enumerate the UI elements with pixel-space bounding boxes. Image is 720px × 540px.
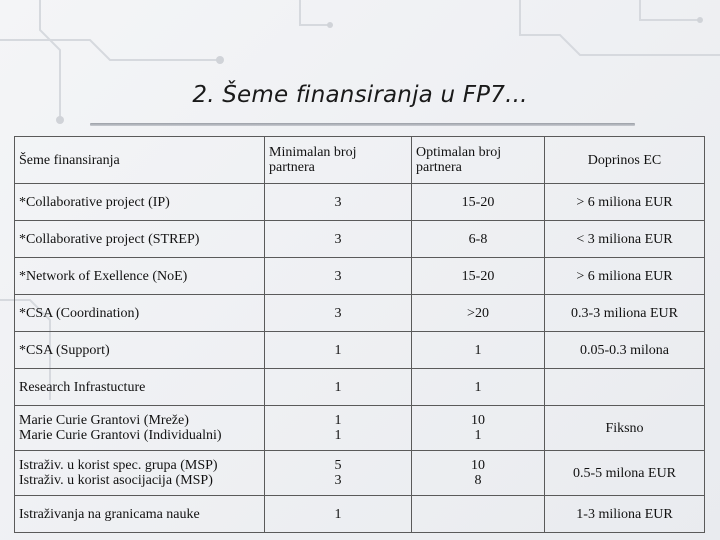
table-row	[15, 184, 705, 221]
min-value: 1	[334, 413, 342, 428]
header-opt-partners	[412, 137, 545, 184]
cell-opt	[412, 451, 545, 496]
scheme-line: *Network of Exellence (NoE)	[19, 268, 188, 284]
header-scheme: Šeme finansiranja	[15, 137, 265, 184]
opt-value: 10	[471, 458, 485, 473]
cell-scheme	[15, 406, 265, 451]
header-ec-contribution: Doprinos EC	[545, 137, 705, 184]
opt-value: 8	[474, 473, 482, 488]
header-min-partners	[265, 137, 412, 184]
scheme-line: Research Infrastucture	[19, 379, 146, 395]
cell-scheme	[15, 369, 265, 406]
table-row	[15, 496, 705, 533]
table-row	[15, 451, 705, 496]
cell-opt	[412, 496, 545, 533]
cell-scheme	[15, 496, 265, 533]
cell-min	[265, 406, 412, 451]
cell-ec: > 6 miliona EUR	[545, 258, 705, 295]
min-value: 3	[334, 231, 342, 247]
slide-title: 2. Šeme finansiranja u FP7...	[192, 82, 528, 108]
cell-opt	[412, 258, 545, 295]
cell-opt	[412, 184, 545, 221]
min-value: 3	[334, 305, 342, 321]
cell-scheme	[15, 221, 265, 258]
cell-opt	[412, 221, 545, 258]
min-value: 1	[334, 379, 342, 395]
opt-value: 1	[474, 342, 482, 358]
scheme-line: Istraživ. u korist asocijacija (MSP)	[19, 473, 213, 488]
cell-scheme	[15, 332, 265, 369]
cell-min	[265, 332, 412, 369]
header-min-line: partnera	[269, 160, 315, 175]
table-row	[15, 406, 705, 451]
table-row	[15, 221, 705, 258]
opt-value: >20	[467, 305, 489, 321]
min-value: 3	[334, 194, 342, 210]
cell-min	[265, 295, 412, 332]
opt-value: 1	[474, 379, 482, 395]
cell-min	[265, 369, 412, 406]
opt-value: 10	[471, 413, 485, 428]
scheme-line: *Collaborative project (IP)	[19, 194, 170, 210]
table-row	[15, 369, 705, 406]
header-min-line: Minimalan broj	[269, 145, 357, 160]
cell-min	[265, 221, 412, 258]
opt-value: 1	[474, 428, 482, 443]
title-divider	[90, 123, 635, 126]
min-value: 1	[334, 342, 342, 358]
table-header-row	[15, 137, 705, 184]
min-value: 1	[334, 506, 342, 522]
cell-min	[265, 496, 412, 533]
funding-schemes-table	[14, 136, 705, 533]
cell-opt	[412, 332, 545, 369]
cell-ec: 1-3 miliona EUR	[545, 496, 705, 533]
cell-scheme	[15, 451, 265, 496]
opt-value: 6-8	[468, 231, 488, 247]
cell-ec: Fiksno	[545, 406, 705, 451]
min-value: 3	[334, 473, 342, 488]
table-row	[15, 295, 705, 332]
cell-opt	[412, 295, 545, 332]
cell-ec: 0.05-0.3 milona	[545, 332, 705, 369]
scheme-line: Istraživanja na granicama nauke	[19, 506, 200, 522]
cell-opt	[412, 369, 545, 406]
opt-value: 15-20	[461, 268, 495, 284]
cell-min	[265, 258, 412, 295]
scheme-line: Marie Curie Grantovi (Mreže)	[19, 413, 189, 428]
cell-ec: > 6 miliona EUR	[545, 184, 705, 221]
table-row	[15, 258, 705, 295]
min-value: 3	[334, 268, 342, 284]
cell-ec: 0.3-3 miliona EUR	[545, 295, 705, 332]
scheme-line: *CSA (Coordination)	[19, 305, 140, 321]
header-opt-line: Optimalan broj	[416, 145, 502, 160]
cell-min	[265, 451, 412, 496]
scheme-line: Marie Curie Grantovi (Individualni)	[19, 428, 222, 443]
cell-ec	[545, 369, 705, 406]
min-value: 1	[334, 428, 342, 443]
cell-scheme	[15, 258, 265, 295]
table-row	[15, 332, 705, 369]
header-opt-line: partnera	[416, 160, 462, 175]
scheme-line: *Collaborative project (STREP)	[19, 231, 200, 247]
cell-opt	[412, 406, 545, 451]
scheme-line: *CSA (Support)	[19, 342, 110, 358]
cell-scheme	[15, 184, 265, 221]
cell-scheme	[15, 295, 265, 332]
cell-min	[265, 184, 412, 221]
cell-ec: 0.5-5 milona EUR	[545, 451, 705, 496]
min-value: 5	[334, 458, 342, 473]
cell-ec: < 3 miliona EUR	[545, 221, 705, 258]
scheme-line: Istraživ. u korist spec. grupa (MSP)	[19, 458, 218, 473]
opt-value: 15-20	[461, 194, 495, 210]
